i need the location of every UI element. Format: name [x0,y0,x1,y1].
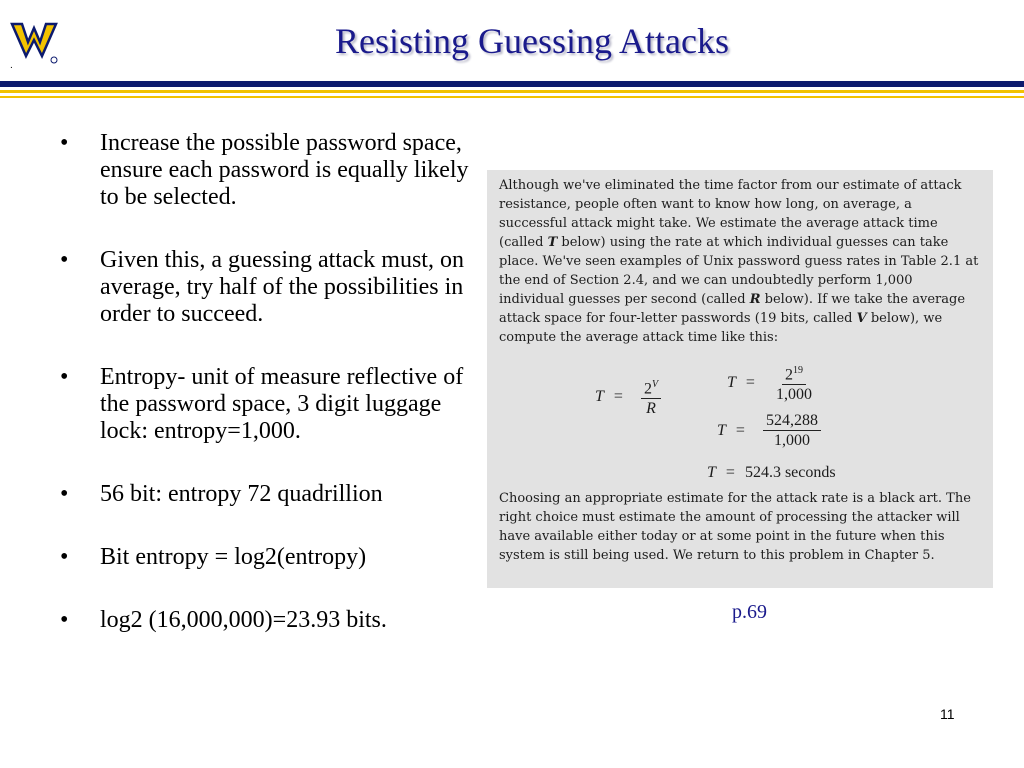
book-excerpt-image [487,170,993,588]
bullet-item: • Increase the possible password space, ensure each password is equally likely to be selected. [60,130,480,211]
bullet-list [60,130,480,670]
page-number: 11 [940,706,955,722]
bullet-item: • 56 bit: entropy 72 quadrillion [60,481,480,508]
figure-caption: p.69 [732,601,767,623]
header-rule-gold-thin [0,96,1024,98]
formula-4: T = 524.3 seconds [707,464,836,481]
excerpt-paragraph-1: Although we've eliminated the time factor from our estimate of attack resistance, people often want to know how long, on average, a successful attack might take. We estimate the average attack time (called T below) using the rate at which individual guesses can take place. We've seen examples of Unix password guess rates in Table 2.1 at the end of Section 2.4, and we can undoubtedly perform 1,000 individual guesses per second (called R below). If we take the average attack space for four-letter passwords (19 bits, called V below), we compute the average attack time like this: [499,178,979,345]
attack-time-formulas [499,347,981,489]
bullet-item: • log2 (16,000,000)=23.93 bits. [60,607,480,634]
formula-2: T = $\frac{2^{19}}{1,000}$ [727,361,815,404]
bullet-item: • Bit entropy = log2(entropy) [60,544,480,571]
logo-mark: . [10,60,13,71]
bullet-item: • Entropy- unit of measure reflective of the password space, 3 digit luggage lock: entropy=1,000. [60,364,480,445]
page-title: Resisting Guessing Attacks [335,21,729,61]
header-rule-navy [0,81,1024,87]
bullet-item: • Given this, a guessing attack must, on average, try half of the possibilities in order to succeed. [60,247,480,328]
excerpt-paragraph-2: Choosing an appropriate estimate for the attack rate is a black art. The right choice must estimate the amount of processing the attacker will have available either today or at some point in the future when this system is still being used. We return to this problem in Chapter 5. [499,491,971,563]
formula-3: T = $\frac{524,288}{1,000}$ [717,411,821,450]
formula-1: T = $\frac{2^V}{R}$ [595,375,661,418]
header-rule-gold [0,90,1024,93]
